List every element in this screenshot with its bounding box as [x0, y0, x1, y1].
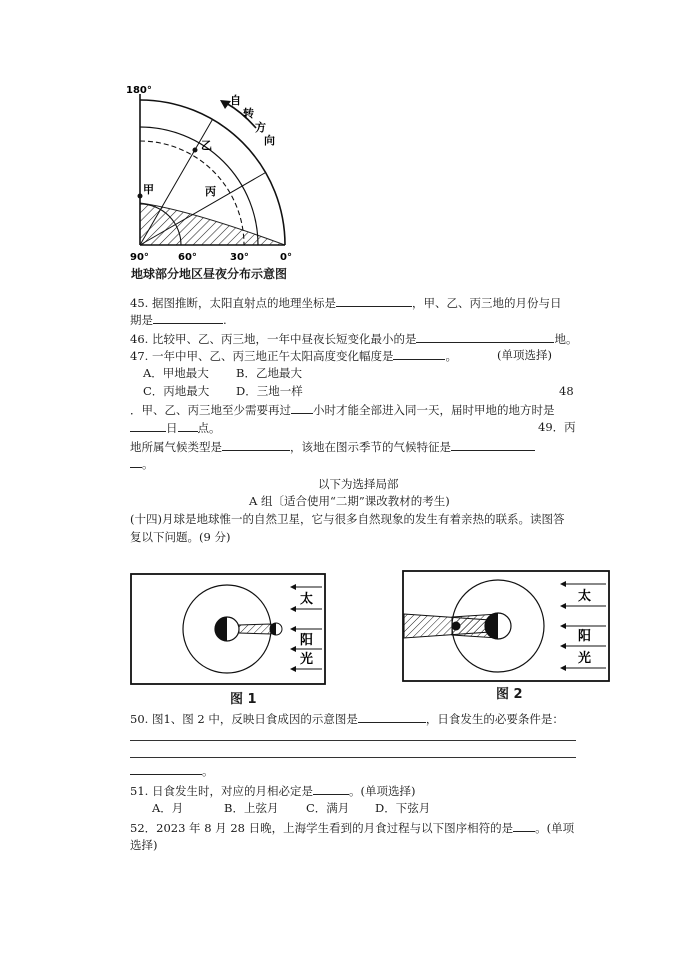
sun-char-2: 阳: [300, 633, 314, 648]
q49-text-c: 。: [142, 457, 154, 471]
night-area: [140, 203, 285, 245]
q51-option-b[interactable]: B．上弦月: [224, 801, 279, 815]
q48-number: 48: [559, 384, 574, 398]
label-180: 180°: [126, 85, 152, 96]
q52-text-a: 52．2023 年 8 月 28 日晚，上海学生看到的月食过程与以下图序相符的是: [130, 821, 514, 835]
question-45: [130, 295, 561, 311]
q48-blank-2[interactable]: [130, 420, 166, 432]
diagram-caption: 地球部分地区昼夜分布示意图: [131, 267, 288, 281]
q46-blank[interactable]: [416, 331, 554, 343]
q50-blank-2[interactable]: [130, 763, 202, 775]
figure-1: [130, 573, 326, 685]
label-30: 30°: [230, 252, 249, 263]
q52-text-b: 。(单项: [535, 821, 575, 835]
q45-blank-1[interactable]: [336, 295, 412, 307]
q49-number: 49．丙: [538, 420, 576, 434]
q48-text-b: 小时才能全部进入同一天，届时甲地的地方时是: [313, 403, 555, 417]
q51-text-a: 51. 日食发生时，对应的月相必定是: [130, 784, 313, 798]
section-intro-2: 复以下问题。(9 分): [130, 530, 231, 544]
q49-blank-3[interactable]: [130, 456, 142, 468]
q49-blank-2[interactable]: [451, 439, 535, 451]
q47-text-b: 。: [445, 349, 457, 363]
q51-option-c[interactable]: C．满月: [306, 801, 350, 815]
q50-answer-line-1[interactable]: [130, 740, 576, 741]
label-rotation-1: 自: [230, 94, 241, 107]
q45-text-a: 45. 据图推断，太阳直射点的地理坐标是: [130, 296, 336, 310]
q49-text-a: 地所属气候类型是: [130, 440, 222, 454]
q46-text-b: 地。: [554, 332, 578, 346]
q45-text-b: ，甲、乙、丙三地的月份与日: [411, 296, 562, 310]
q47-type: (单项选择): [497, 348, 552, 362]
q48-text-c: 日: [166, 421, 178, 435]
sun-char-1: 太: [578, 589, 592, 604]
q50-answer-line-2[interactable]: [130, 757, 576, 758]
question-52: [130, 820, 574, 836]
day-night-diagram: [120, 80, 310, 270]
q51-blank[interactable]: [313, 783, 349, 795]
label-jia: 甲: [143, 183, 154, 196]
q48-text-a: ．甲、乙、丙三地至少需要再过: [130, 403, 291, 417]
label-yi: 乙: [201, 139, 212, 152]
label-bing: 丙: [205, 185, 216, 198]
sun-char-3: 光: [300, 652, 314, 667]
label-rotation-3: 方: [255, 121, 266, 134]
section-intro-1: (十四)月球是地球惟一的自然卫星，它与很多自然现象的发生有着亲热的联系。读图答: [130, 512, 565, 526]
point-jia: [138, 194, 143, 199]
q50-text-b: ，日食发生的必要条件是：: [425, 712, 564, 726]
q50-text-c: 。: [202, 764, 214, 778]
q52-blank[interactable]: [513, 820, 535, 832]
moon: [452, 622, 461, 631]
q47-option-c[interactable]: C．丙地最大: [143, 384, 210, 398]
question-47: [130, 348, 457, 364]
section-heading: 以下为选择局部: [318, 477, 399, 491]
label-90: 90°: [130, 252, 149, 263]
q45-blank-2[interactable]: [153, 312, 223, 324]
label-rotation-4: 向: [264, 134, 275, 147]
moon-shadow-cone: [239, 624, 271, 634]
point-yi: [193, 148, 198, 153]
sun-char-2: 阳: [578, 629, 592, 644]
label-60: 60°: [178, 252, 197, 263]
label-0: 0°: [280, 252, 292, 263]
q49-blank-1[interactable]: [222, 439, 290, 451]
figure-1-label: 图 1: [230, 692, 257, 707]
q48-text-d: 点。: [197, 421, 221, 435]
figure-2: [402, 570, 610, 682]
q48-blank-1[interactable]: [291, 402, 313, 414]
q45-text-c: 期是: [130, 313, 153, 327]
sun-char-1: 太: [300, 592, 314, 607]
q50-text-a: 50. 图1、图 2 中，反映日食成因的示意图是: [130, 712, 358, 726]
q51-text-b: 。(单项选择): [348, 784, 416, 798]
q47-blank[interactable]: [393, 348, 445, 360]
figure-2-label: 图 2: [496, 687, 523, 702]
q47-option-b[interactable]: B．乙地最大: [236, 366, 302, 380]
question-48: [130, 402, 555, 418]
q47-text-a: 47. 一年中甲、乙、丙三地正午太阳高度变化幅度是: [130, 349, 394, 363]
q51-option-a[interactable]: A．月: [152, 801, 184, 815]
label-rotation-2: 转: [243, 107, 254, 120]
question-49-cont: [130, 456, 154, 472]
question-48-cont: [130, 420, 221, 436]
question-45-cont: [130, 312, 227, 328]
q46-text-a: 46. 比较甲、乙、丙三地，一年中昼夜长短变化最小的是: [130, 332, 417, 346]
q49-text-b: ，该地在图示季节的气候特征是: [290, 440, 451, 454]
question-52-cont: 选择): [130, 838, 158, 852]
q48-blank-3[interactable]: [178, 420, 198, 432]
question-50-cont: [130, 763, 214, 779]
question-49: [130, 439, 535, 455]
q47-option-a[interactable]: A．甲地最大: [143, 366, 209, 380]
section-subheading: A 组〔适合使用“二期”课改教材的考生): [249, 494, 450, 508]
question-46: [130, 331, 577, 347]
q47-option-d[interactable]: D．三地一样: [236, 384, 303, 398]
sun-char-3: 光: [578, 651, 592, 666]
q45-text-d: .: [223, 313, 227, 327]
question-51: [130, 783, 415, 799]
q50-blank-1[interactable]: [358, 711, 426, 723]
q51-option-d[interactable]: D．下弦月: [375, 801, 431, 815]
question-50: [130, 711, 564, 727]
